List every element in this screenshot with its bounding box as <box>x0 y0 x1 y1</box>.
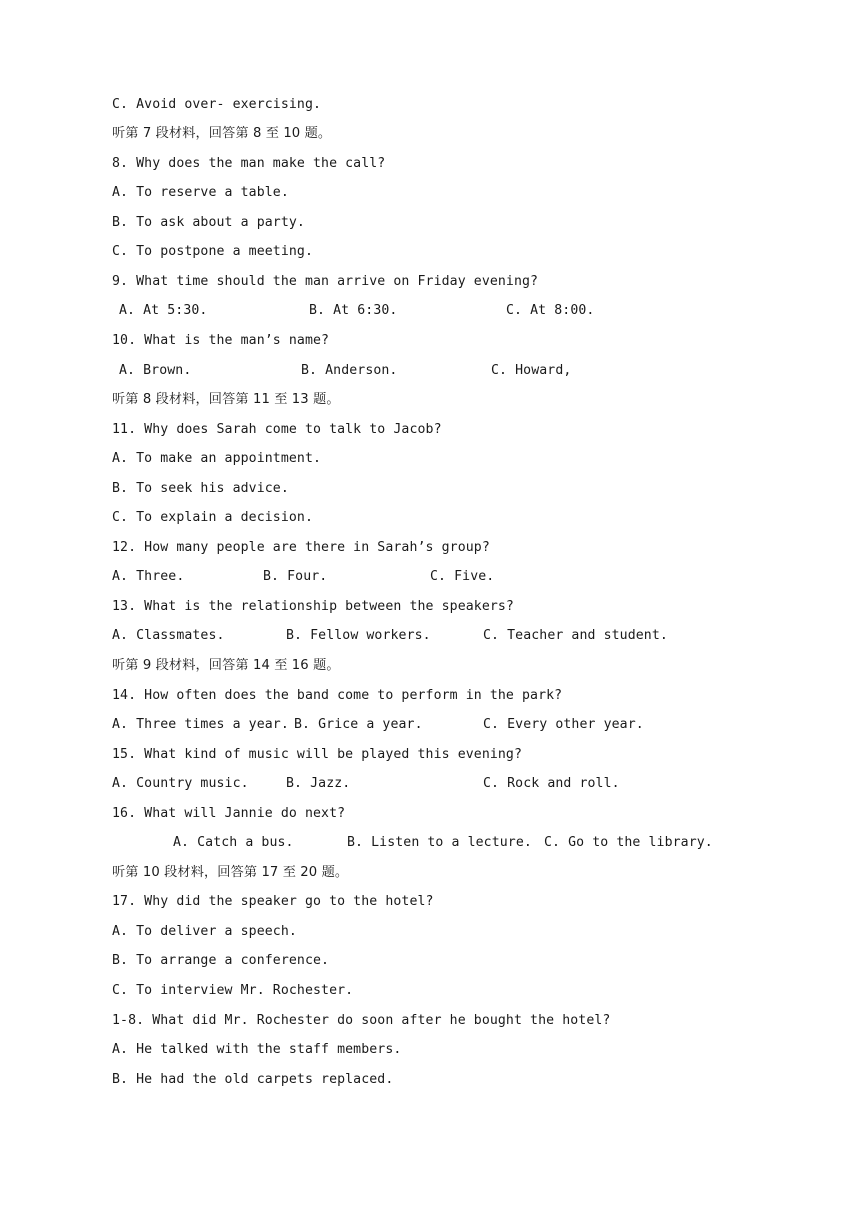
question-line: 11. Why does Sarah come to talk to Jacob? <box>112 422 442 437</box>
question-line: 9. What time should the man arrive on Friday evening? <box>112 274 539 289</box>
option-line: A. Country music. <box>112 776 249 791</box>
option-line: C. At 8:00. <box>506 303 595 318</box>
option-line: A. To make an appointment. <box>112 451 322 466</box>
option-line: C. Howard, <box>491 363 572 378</box>
option-line: A. He talked with the staff members. <box>112 1042 402 1057</box>
option-line: C. Teacher and student. <box>483 628 668 643</box>
option-line: C. Rock and roll. <box>483 776 620 791</box>
option-line: A. To deliver a speech. <box>112 924 297 939</box>
section-heading: 听第 8 段材料，回答第 11 至 13 题。 <box>112 392 340 407</box>
option-line: B. To arrange a conference. <box>112 953 330 968</box>
option-line: A. At 5:30. <box>119 303 208 318</box>
option-line: C. Go to the library. <box>544 835 713 850</box>
option-line: B. Anderson. <box>301 363 398 378</box>
option-line: C. Avoid over- exercising. <box>112 97 322 112</box>
section-heading: 听第 9 段材料，回答第 14 至 16 题。 <box>112 658 340 673</box>
option-line: A. Classmates. <box>112 628 225 643</box>
option-line: B. Jazz. <box>286 776 351 791</box>
option-line: C. Five. <box>430 569 495 584</box>
question-line: 14. How often does the band come to perform in the park? <box>112 688 563 703</box>
question-line: 12. How many people are there in Sarah’s group? <box>112 540 490 555</box>
question-line: 10. What is the man’s name? <box>112 333 330 348</box>
option-line: B. At 6:30. <box>309 303 398 318</box>
option-line: B. To ask about a party. <box>112 215 305 230</box>
question-line: 15. What kind of music will be played this evening? <box>112 747 523 762</box>
option-line: A. Three. <box>112 569 185 584</box>
option-line: C. To explain a decision. <box>112 510 313 525</box>
option-line: B. Four. <box>263 569 328 584</box>
section-heading: 听第 7 段材料，回答第 8 至 10 题。 <box>112 126 332 141</box>
option-line: B. To seek his advice. <box>112 481 289 496</box>
option-line: B. Fellow workers. <box>286 628 431 643</box>
question-line: 1-8. What did Mr. Rochester do soon after he bought the hotel? <box>112 1013 611 1028</box>
question-line: 13. What is the relationship between the speakers? <box>112 599 514 614</box>
option-line: A. Three times a year. <box>112 717 289 732</box>
option-line: A. Brown. <box>119 363 192 378</box>
section-heading: 听第 10 段材料，回答第 17 至 20 题。 <box>112 865 349 880</box>
option-line: C. To postpone a meeting. <box>112 244 313 259</box>
question-line: 8. Why does the man make the call? <box>112 156 386 171</box>
option-line: C. To interview Mr. Rochester. <box>112 983 354 998</box>
question-line: 16. What will Jannie do next? <box>112 806 346 821</box>
option-line: A. Catch a bus. <box>173 835 294 850</box>
question-line: 17. Why did the speaker go to the hotel? <box>112 894 434 909</box>
option-line: B. He had the old carpets replaced. <box>112 1072 394 1087</box>
option-line: B. Grice a year. <box>294 717 423 732</box>
option-line: C. Every other year. <box>483 717 644 732</box>
option-line: B. Listen to a lecture. <box>347 835 532 850</box>
option-line: A. To reserve a table. <box>112 185 289 200</box>
